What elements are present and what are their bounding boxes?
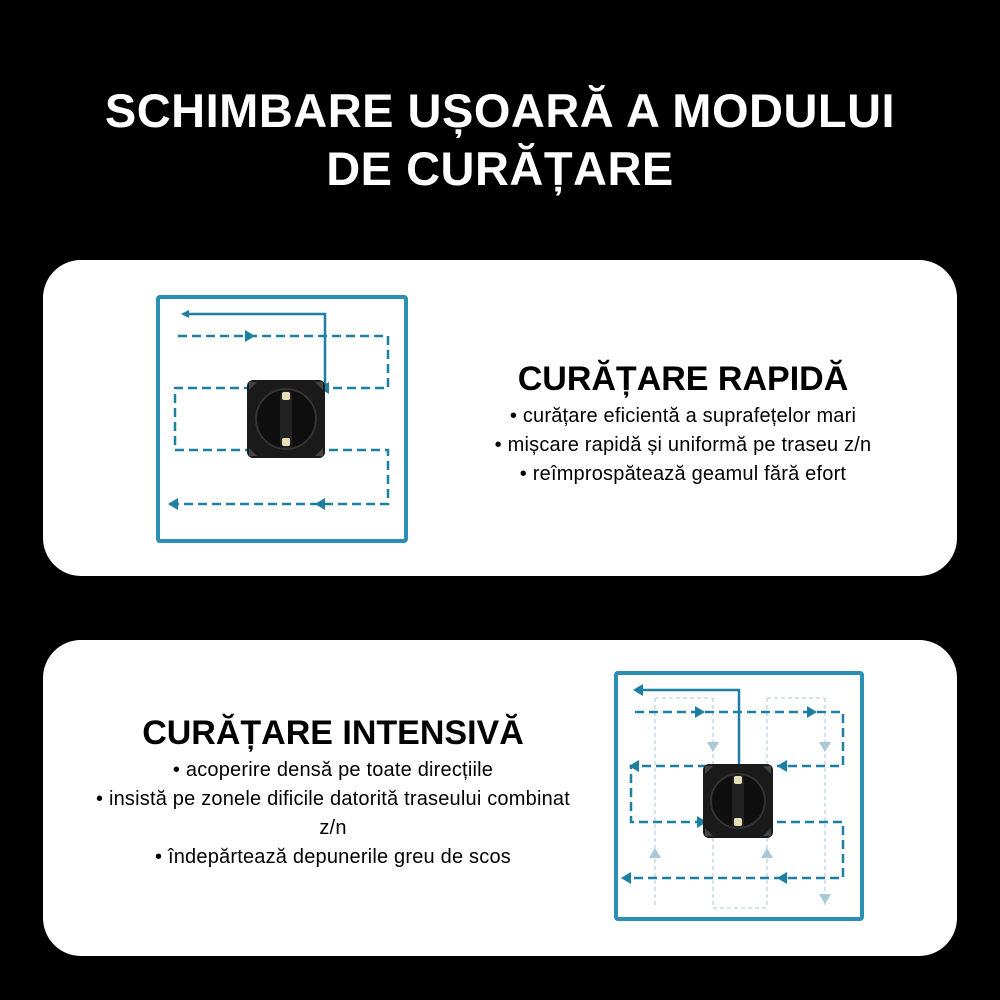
list-item: • reîmprospătează geamul fără efort xyxy=(519,463,847,485)
robot-cleaner-icon xyxy=(247,380,325,458)
return-path xyxy=(183,314,325,390)
list-item: • mișcare rapidă și uniformă pe traseu z/n xyxy=(494,434,872,456)
fast-cleaning-text xyxy=(443,358,923,489)
list-item: • insistă pe zonele dificile datorită traseului combinat z/n xyxy=(95,788,570,839)
list-item: • îndepărtează depunerile greu de scos xyxy=(155,846,511,868)
intensive-cleaning-card xyxy=(43,640,957,956)
page-title xyxy=(0,82,1000,198)
intensive-cleaning-text xyxy=(83,712,583,872)
z-path-diagram xyxy=(153,292,413,548)
combined-path-diagram xyxy=(611,668,867,924)
fast-cleaning-heading: CURĂȚARE RAPIDĂ xyxy=(517,360,849,398)
fast-cleaning-bullets xyxy=(443,402,923,489)
list-item: • acoperire densă pe toate direcțiile xyxy=(172,759,494,781)
title-line-1: SCHIMBARE UȘOARĂ A MODULUI xyxy=(104,84,896,137)
fast-cleaning-card xyxy=(43,260,957,576)
robot-cleaner-icon xyxy=(703,764,773,838)
list-item: • curățare eficientă a suprafețelor mari xyxy=(509,405,857,427)
title-line-2: DE CURĂȚARE xyxy=(326,142,674,195)
intensive-cleaning-heading: CURĂȚARE INTENSIVĂ xyxy=(142,714,524,752)
intensive-cleaning-bullets xyxy=(83,756,583,872)
